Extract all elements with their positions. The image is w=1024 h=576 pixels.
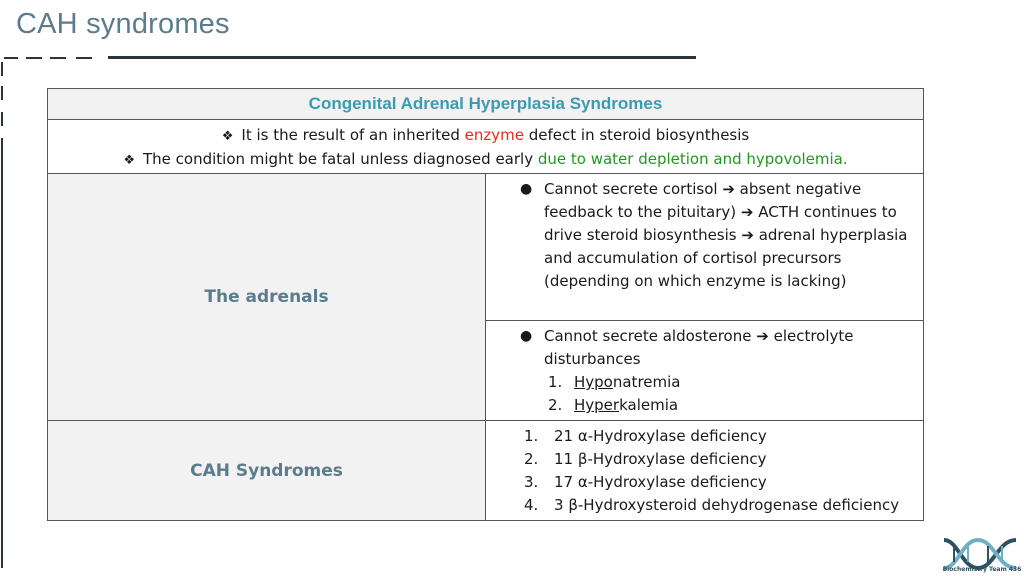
cortisol-bullet: [520, 178, 917, 293]
cortisol-cell: [486, 174, 924, 321]
cah-table: [47, 88, 924, 521]
adrenals-label-cell: [48, 174, 486, 421]
arrow-right-icon: ➔: [722, 180, 735, 198]
alpha-symbol: α: [577, 473, 588, 491]
logo-caption: Biochemistry Team 436: [942, 566, 1022, 573]
aldosterone-cell: [486, 321, 924, 421]
aldosterone-text: Cannot secrete aldosterone ➔ electrolyte disturbances: [544, 327, 854, 368]
arrow-right-icon: ➔: [740, 203, 754, 221]
list-item: 1. Hyponatremia: [548, 373, 681, 391]
list-item: 1. 21 α-Hydroxylase deficiency: [524, 427, 767, 445]
arrow-right-icon: ➔: [741, 226, 754, 244]
table-header: [48, 89, 924, 120]
cause-highlight: due to water depletion and hypovolemia.: [537, 150, 848, 168]
syndromes-list-cell: [486, 421, 924, 521]
list-item: 2. 11 β-Hydroxylase deficiency: [524, 450, 767, 468]
intro-line-2: ❖ The condition might be fatal unless diagnosed early due to water depletion and hypovolemia.: [123, 150, 848, 168]
list-item: 2. Hyperkalemia: [548, 396, 679, 414]
cortisol-text: Cannot secrete cortisol ➔ absent negative feedback to the pituitary) ➔ ACTH continues to drive steroid biosynthesis ➔ adrenal hyperplasia and accumulation of cortisol precursors (depending on which enzyme is lacking): [544, 180, 908, 290]
beta-symbol: β: [577, 450, 588, 468]
adrenals-label: The adrenals: [204, 287, 329, 307]
diamond-bullet-icon: ❖: [123, 153, 135, 168]
diamond-bullet-icon: ❖: [221, 129, 234, 144]
bullet-dot-icon: ●: [520, 181, 533, 197]
arrow-right-icon: ➔: [756, 327, 769, 345]
aldosterone-bullet: [520, 325, 917, 371]
list-item: 4. 3 β-Hydroxysteroid dehydrogenase deficiency: [524, 496, 900, 514]
cah-syndromes-label: CAH Syndromes: [190, 460, 343, 481]
slide-title: CAH syndromes: [16, 8, 230, 40]
table-header-text: Congenital Adrenal Hyperplasia Syndromes: [308, 94, 663, 113]
beta-symbol: β: [568, 496, 578, 514]
list-item: 3. 17 α-Hydroxylase deficiency: [524, 473, 767, 491]
electrolyte-list: [544, 371, 917, 417]
bullet-dot-icon: ●: [520, 328, 533, 344]
alpha-symbol: α: [577, 427, 588, 445]
enzyme-highlight: enzyme: [464, 126, 524, 144]
intro-line-1: ❖ It is the result of an inherited enzyme defect in steroid biosynthesis: [221, 126, 750, 144]
intro-cell: [48, 120, 924, 174]
cah-syndromes-label-cell: [48, 421, 486, 521]
